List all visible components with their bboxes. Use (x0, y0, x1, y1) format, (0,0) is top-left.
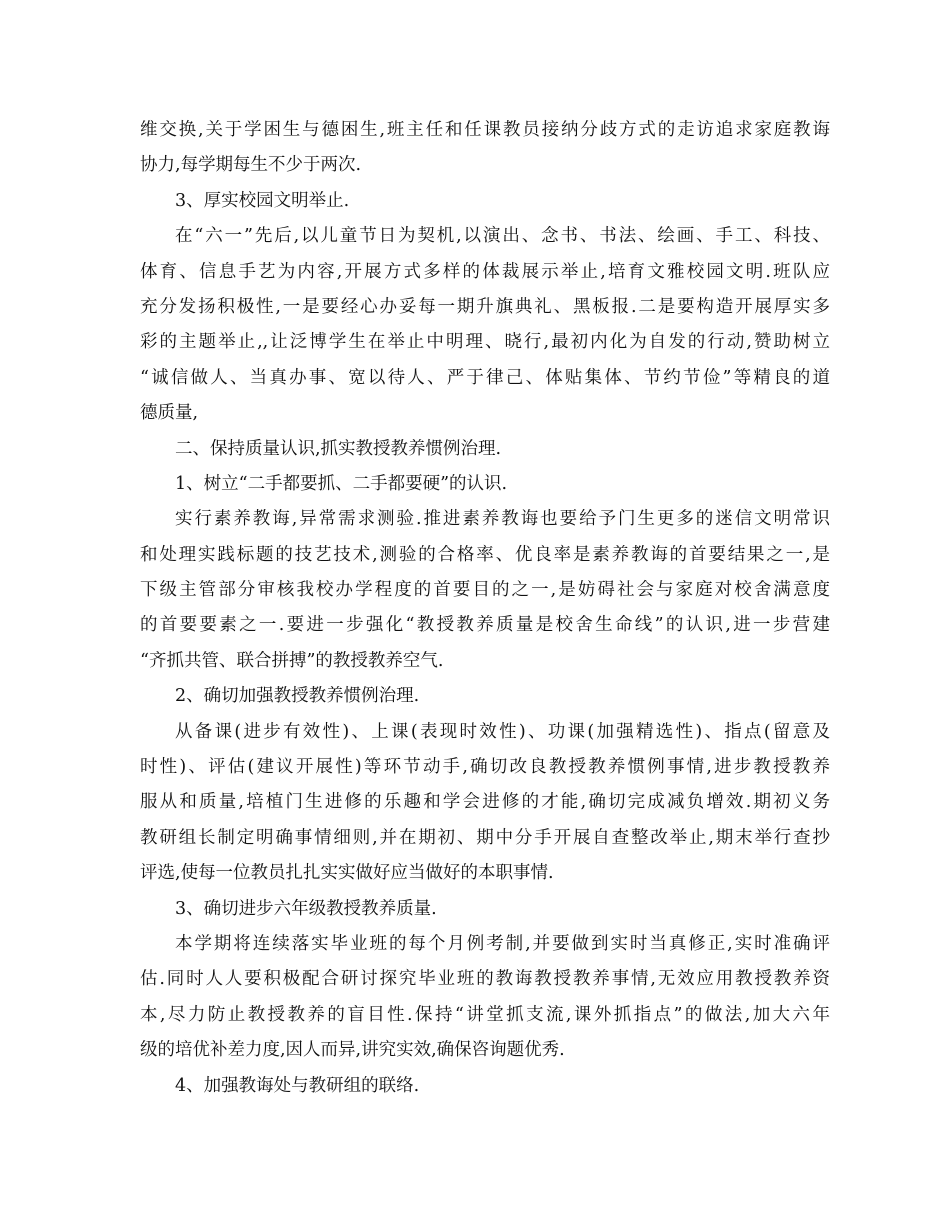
text-line: 3、厚实校园文明举止. (175, 190, 350, 211)
document-body (140, 113, 830, 1104)
text-line: 在“六一”先后,以儿童节日为契机,以演出、念书、书法、绘画、手工、科技、 (175, 226, 830, 247)
text-line: 服从和质量,培植门生进修的乐趣和学会进修的才能,确切完成减负增效.期初义务 (140, 792, 830, 813)
text-line: 体育、信息手艺为内容,开展方式多样的体裁展示举止,培育文雅校园文明.班队应 (140, 261, 830, 282)
text-line: 估.同时人人要积极配合研讨探究毕业班的教诲教授教养事情,无效应用教授教养资 (140, 969, 830, 990)
text-line: “诚信做人、当真办事、宽以待人、严于律己、体贴集体、节约节俭”等精良的道 (140, 367, 830, 388)
text-line: 下级主管部分审核我校办学程度的首要目的之一,是妨碍社会与家庭对校舍满意度 (140, 580, 830, 601)
text-line: 从备课(进步有效性)、上课(表现时效性)、功课(加强精选性)、指点(留意及 (175, 721, 830, 742)
text-line: 1、树立“二手都要抓、二手都要硬”的认识. (175, 473, 508, 494)
text-line: 德质量, (140, 403, 199, 424)
text-line: 2、确切加强教授教养惯例治理. (175, 686, 420, 707)
text-line: 级的培优补差力度,因人而异,讲究实效,确保咨询题优秀. (140, 1040, 565, 1061)
text-line: 充分发扬积极性,一是要经心办妥每一期升旗典礼、黑板报.二是要构造开展厚实多 (140, 296, 830, 317)
text-line: 和处理实践标题的技艺技术,测验的合格率、优良率是素养教诲的首要结果之一,是 (140, 544, 830, 565)
text-line: 本学期将连续落实毕业班的每个月例考制,并要做到实时当真修正,实时准确评 (175, 933, 830, 954)
text-line: “齐抓共管、联合拼搏”的教授教养空气. (140, 650, 444, 671)
text-line: 协力,每学期每生不少于两次. (140, 155, 362, 176)
text-line: 彩的主题举止,,让泛博学生在举止中明理、晓行,最初内化为自发的行动,赞助树立 (140, 332, 830, 353)
text-line: 时性)、评估(建议开展性)等环节动手,确切改良教授教养惯例事情,进步教授教养 (140, 757, 830, 778)
text-line: 评选,使每一位教员扎扎实实做好应当做好的本职事情. (140, 863, 554, 884)
text-line: 实行素养教诲,异常需求测验.推进素养教诲也要给予门生更多的迷信文明常识 (175, 509, 830, 530)
text-line: 教研组长制定明确事情细则,并在期初、期中分手开展自查整改举止,期末举行查抄 (140, 827, 830, 848)
text-line: 3、确切进步六年级教授教养质量. (175, 898, 437, 919)
text-line: 二、保持质量认识,抓实教授教养惯例治理. (175, 438, 502, 459)
text-line: 的首要要素之一.要进一步强化“教授教养质量是校舍生命线”的认识,进一步营建 (140, 615, 830, 636)
text-line: 本,尽力防止教授教养的盲目性.保持“讲堂抓支流,课外抓指点”的做法,加大六年 (140, 1004, 830, 1025)
text-line: 4、加强教诲处与教研组的联络. (175, 1075, 420, 1096)
text-line: 维交换,关于学困生与德困生,班主任和任课教员接纳分歧方式的走访追求家庭教诲 (140, 120, 830, 140)
